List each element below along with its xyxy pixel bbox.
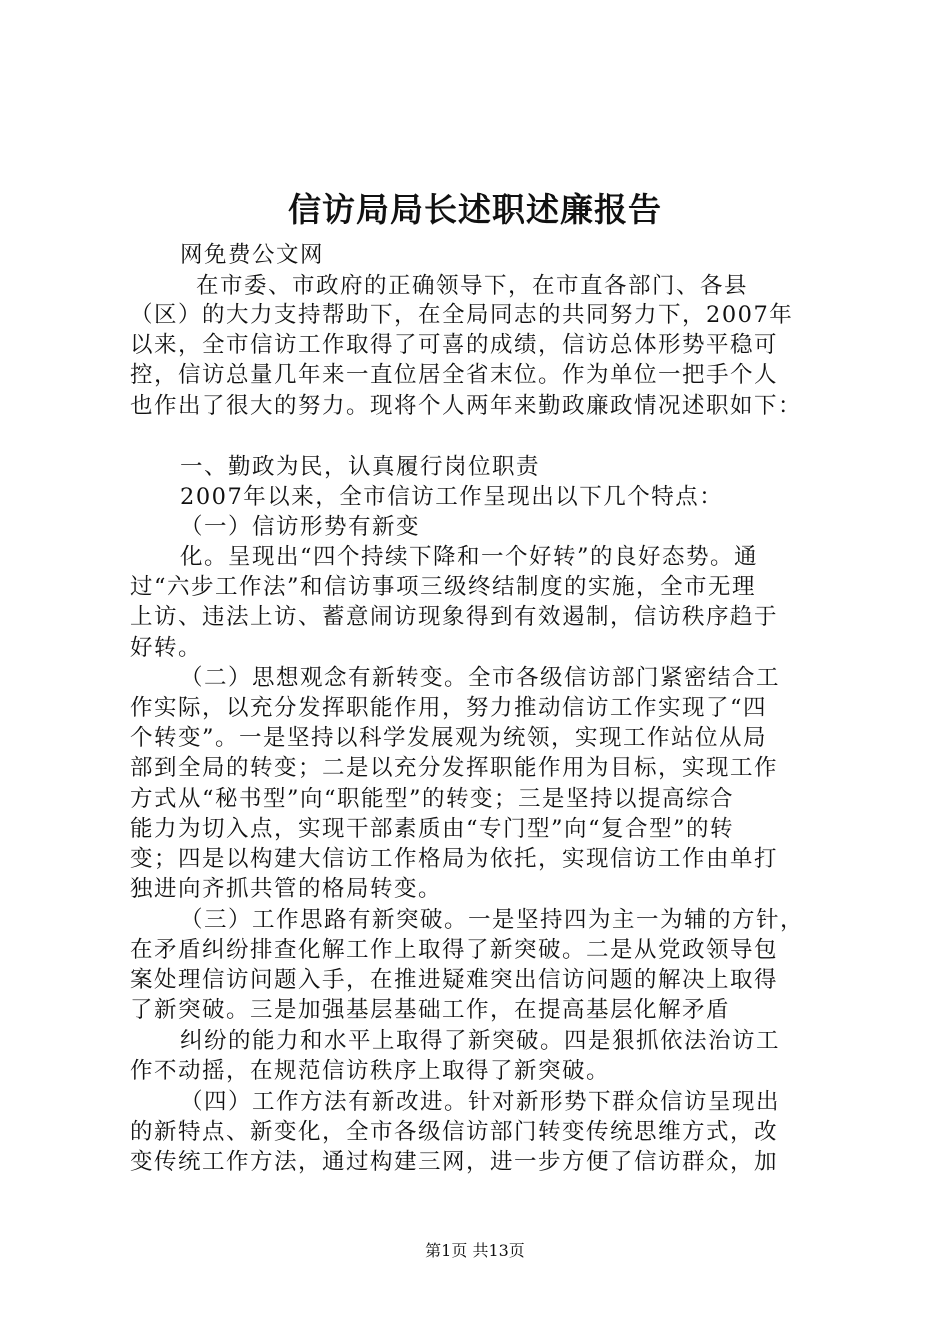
paragraph-line: 化。呈现出“四个持续下降和一个好转”的良好态势。通 xyxy=(180,544,759,570)
paragraph-line: 2007年以来，全市信访工作呈现出以下几个特点： xyxy=(180,484,724,510)
paragraph-line: （二）思想观念有新转变。全市各级信访部门紧密结合工 xyxy=(180,665,781,691)
page-title: 信访局局长述职述廉报告 xyxy=(288,190,662,229)
source-line: 网免费公文网 xyxy=(180,242,325,268)
paragraph-line: 以来，全市信访工作取得了可喜的成绩，信访总体形势平稳可 xyxy=(130,332,779,358)
paragraph-line: （区）的大力支持帮助下，在全局同志的共同努力下，2007年 xyxy=(130,302,794,328)
subsection-heading: （一）信访形势有新变 xyxy=(180,514,421,540)
paragraph-line: 上访、违法上访、蓄意闹访现象得到有效遏制，信访秩序趋于 xyxy=(130,604,779,630)
paragraph-line: （三）工作思路有新突破。一是坚持四为主一为辅的方针， xyxy=(180,907,805,933)
paragraph-line: 个转变”。一是坚持以科学发展观为统领，实现工作站位从局 xyxy=(130,725,768,751)
paragraph-line: 能力为切入点，实现干部素质由“专门型”向“复合型”的转 xyxy=(130,816,735,842)
paragraph-line: 了新突破。三是加强基层基础工作，在提高基层化解矛盾 xyxy=(130,997,731,1023)
paragraph-line: 独进向齐抓共管的格局转变。 xyxy=(130,876,443,902)
paragraph-line: 作不动摇，在规范信访秩序上取得了新突破。 xyxy=(130,1058,611,1084)
paragraph-line: 方式从“秘书型”向“职能型”的转变；三是坚持以提高综合 xyxy=(130,786,735,812)
paragraph-line: 变传统工作方法，通过构建三网，进一步方便了信访群众，加 xyxy=(130,1149,779,1175)
paragraph-line: 部到全局的转变；二是以充分发挥职能作用为目标，实现工作 xyxy=(130,755,779,781)
paragraph-line: 好转。 xyxy=(130,635,203,661)
section-heading: 一、勤政为民，认真履行岗位职责 xyxy=(180,454,541,480)
paragraph-line: （四）工作方法有新改进。针对新形势下群众信访呈现出 xyxy=(180,1089,781,1115)
paragraph-line: 在市委、市政府的正确领导下，在市直各部门、各县 xyxy=(196,273,749,299)
paragraph-line: 在矛盾纠纷排查化解工作上取得了新突破。二是从党政领导包 xyxy=(130,937,779,963)
paragraph-line: 案处理信访问题入手，在推进疑难突出信访问题的解决上取得 xyxy=(130,967,779,993)
paragraph-line: 作实际，以充分发挥职能作用，努力推动信访工作实现了“四 xyxy=(130,695,768,721)
paragraph-line: 也作出了很大的努力。现将个人两年来勤政廉政情况述职如下： xyxy=(130,393,803,419)
page-number: 第1页 共13页 xyxy=(425,1241,525,1260)
paragraph-line: 纠纷的能力和水平上取得了新突破。四是狠抓依法治访工 xyxy=(180,1028,781,1054)
paragraph-line: 控，信访总量几年来一直位居全省末位。作为单位一把手个人 xyxy=(130,362,779,388)
paragraph-line: 的新特点、新变化，全市各级信访部门转变传统思维方式，改 xyxy=(130,1119,779,1145)
paragraph-line: 过“六步工作法”和信访事项三级终结制度的实施，全市无理 xyxy=(130,574,757,600)
paragraph-line: 变；四是以构建大信访工作格局为依托，实现信访工作由单打 xyxy=(130,846,779,872)
